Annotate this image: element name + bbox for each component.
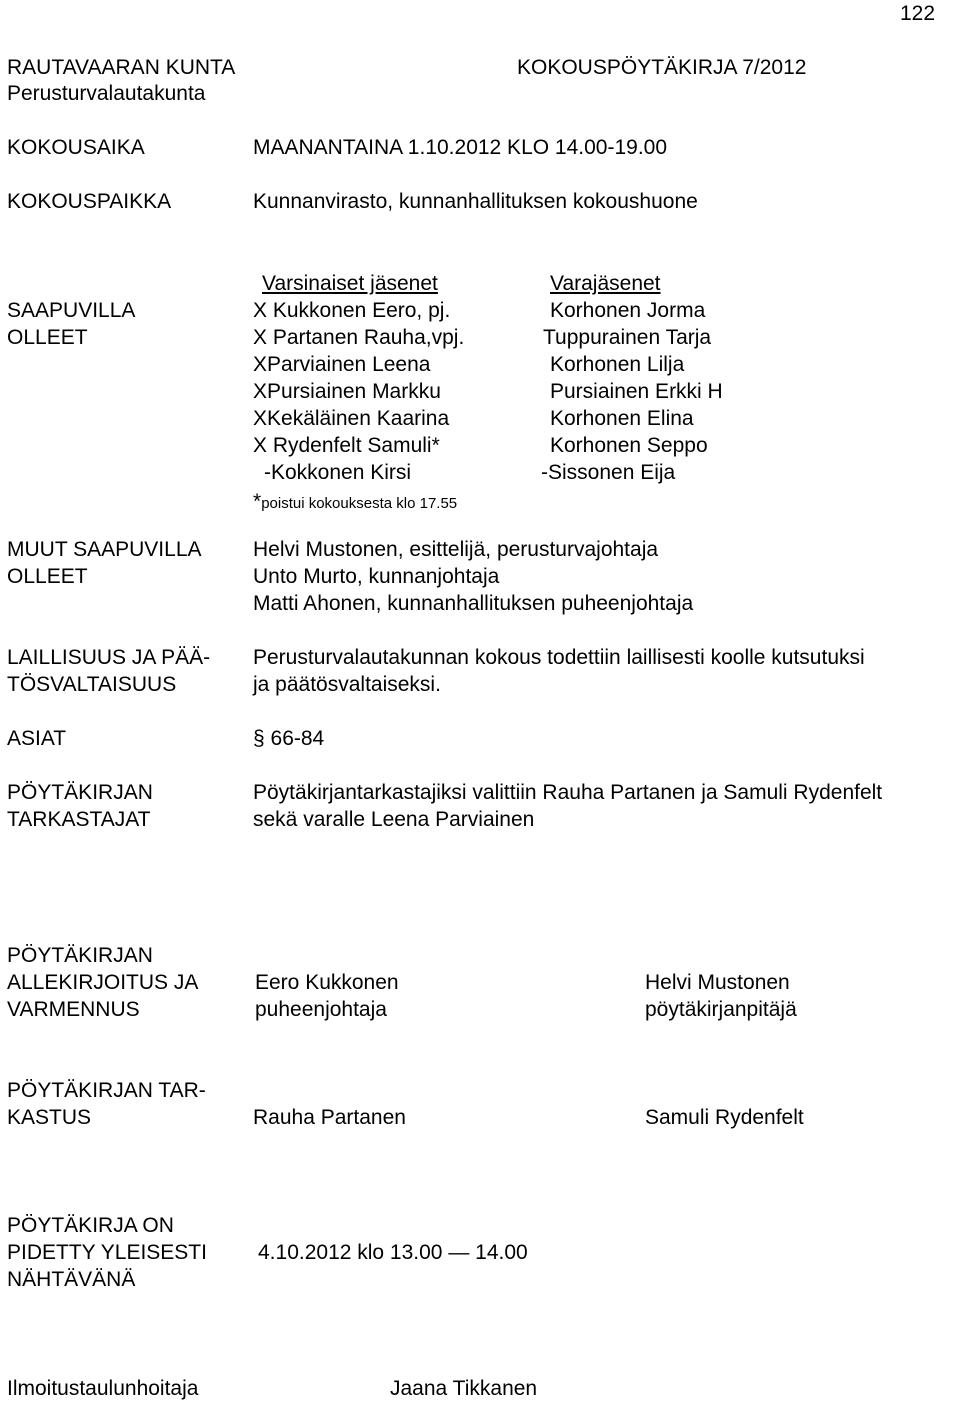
notice-board-label: Ilmoitustaulunhoitaja — [7, 1377, 199, 1400]
notice-board-name: Jaana Tikkanen — [390, 1377, 538, 1400]
deputy-item: Korhonen Lilja — [550, 353, 685, 376]
page-number: 122 — [900, 2, 936, 25]
signer1-role: puheenjohtaja — [255, 998, 387, 1021]
signer2-name: Helvi Mustonen — [645, 971, 790, 994]
display-label-line1: PÖYTÄKIRJA ON — [7, 1214, 174, 1237]
signer2-role: pöytäkirjanpitäjä — [645, 998, 797, 1021]
review-label-line1: PÖYTÄKIRJAN TAR- — [7, 1079, 206, 1102]
organization-name: RAUTAVAARAN KUNTA — [7, 56, 236, 79]
deputy-item: Korhonen Elina — [550, 407, 694, 430]
member-item: -Kokkonen Kirsi — [264, 461, 412, 484]
deputies-header: Varajäsenet — [550, 272, 661, 295]
matters-value — [253, 725, 324, 752]
member-item: X Partanen Rauha,vpj. — [253, 326, 465, 349]
department-name: Perusturvalautakunta — [7, 82, 206, 105]
others-item: Unto Murto, kunnanjohtaja — [253, 565, 500, 588]
footnote-star: * — [253, 490, 262, 513]
member-item: X Kukkonen Eero, pj. — [253, 299, 451, 322]
meeting-place-label: KOKOUSPAIKKA — [7, 190, 172, 213]
member-item: X Rydenfelt Samuli* — [253, 434, 440, 457]
signatures-label-line1: PÖYTÄKIRJAN — [7, 944, 153, 967]
deputy-item: Korhonen Seppo — [550, 434, 708, 457]
footnote-text: poistui kokouksesta klo 17.55 — [261, 495, 458, 512]
legality-label-line2: TÖSVALTAISUUS — [7, 673, 177, 696]
others-label-line2: OLLEET — [7, 565, 88, 588]
reviewer1-name: Rauha Partanen — [253, 1106, 406, 1129]
member-item: XParviainen Leena — [253, 353, 431, 376]
document-title: KOKOUSPÖYTÄKIRJA 7/2012 — [517, 56, 807, 79]
signatures-label-line3: VARMENNUS — [7, 998, 140, 1021]
others-label-line1: MUUT SAAPUVILLA — [7, 538, 202, 561]
display-label-line3: NÄHTÄVÄNÄ — [7, 1268, 136, 1291]
reviewers-label-line1: PÖYTÄKIRJAN — [7, 781, 153, 804]
members-header: Varsinaiset jäsenet — [262, 272, 438, 295]
attendance-label-line1: SAAPUVILLA — [7, 299, 136, 322]
signer1-name: Eero Kukkonen — [255, 971, 399, 994]
legality-text-line2: ja päätösvaltaiseksi. — [253, 673, 441, 696]
section-sign: § — [253, 727, 265, 750]
meeting-place-value: Kunnanvirasto, kunnanhallituksen kokoushuone — [253, 190, 698, 213]
attendance-label-line2: OLLEET — [7, 326, 88, 349]
review-label-line2: KASTUS — [7, 1106, 92, 1129]
meeting-time-label: KOKOUSAIKA — [7, 136, 145, 159]
deputy-item: Korhonen Jorma — [550, 299, 706, 322]
display-value: 4.10.2012 klo 13.00 — 14.00 — [258, 1241, 528, 1264]
deputy-item: Tuppurainen Tarja — [543, 326, 712, 349]
matters-range: 66-84 — [270, 727, 325, 750]
reviewers-text-line1: Pöytäkirjantarkastajiksi valittiin Rauha Partanen ja Samuli Rydenfelt — [253, 781, 883, 804]
others-item: Helvi Mustonen, esittelijä, perusturvajohtaja — [253, 538, 659, 561]
matters-label: ASIAT — [7, 727, 67, 750]
reviewers-text-line2: sekä varalle Leena Parviainen — [253, 808, 535, 831]
attendance-footnote — [253, 488, 457, 517]
deputy-item: Pursiainen Erkki H — [550, 380, 723, 403]
reviewer2-name: Samuli Rydenfelt — [645, 1106, 804, 1129]
member-item: XKekäläinen Kaarina — [253, 407, 450, 430]
legality-text-line1: Perusturvalautakunnan kokous todettiin laillisesti koolle kutsutuksi — [253, 646, 865, 669]
member-item: XPursiainen Markku — [253, 380, 441, 403]
others-item: Matti Ahonen, kunnanhallituksen puheenjohtaja — [253, 592, 694, 615]
signatures-label-line2: ALLEKIRJOITUS JA — [7, 971, 199, 994]
display-label-line2: PIDETTY YLEISESTI — [7, 1241, 207, 1264]
meeting-time-value: MAANANTAINA 1.10.2012 KLO 14.00-19.00 — [253, 136, 668, 159]
legality-label-line1: LAILLISUUS JA PÄÄ- — [7, 646, 211, 669]
deputy-item: -Sissonen Eija — [541, 461, 676, 484]
reviewers-label-line2: TARKASTAJAT — [7, 808, 151, 831]
